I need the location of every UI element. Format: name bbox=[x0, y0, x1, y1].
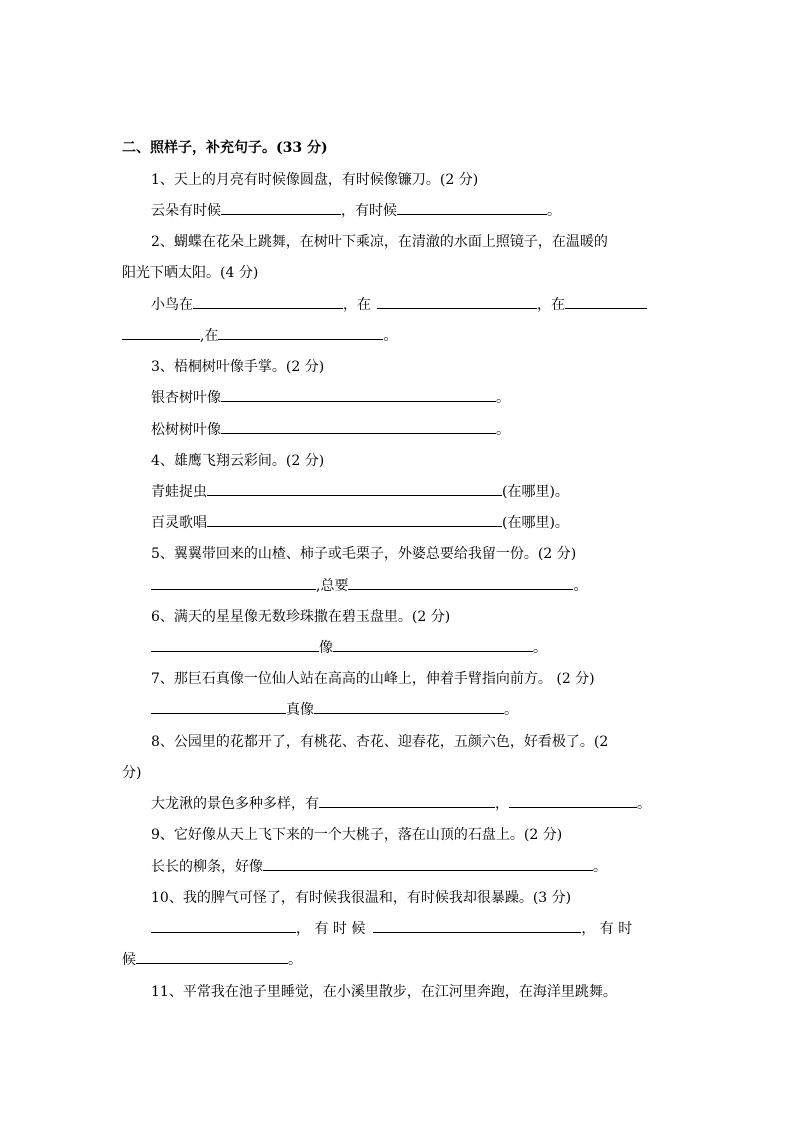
q8-a-pre: 大龙湫的景色多种多样，有 bbox=[151, 796, 319, 812]
section-title: 二、照样子，补充句子。(33 分) bbox=[122, 140, 328, 156]
q5-blank-1[interactable] bbox=[151, 575, 316, 590]
q8-prompt-1: 8、公园里的花都开了，有桃花、杏花、迎春花，五颜六色，好看极了。(2 bbox=[151, 734, 609, 750]
q8-blank-2[interactable] bbox=[509, 793, 637, 808]
q1-blank-2[interactable] bbox=[397, 200, 547, 215]
q1-answer-line bbox=[0, 199, 794, 223]
q10-a-mid1: ， 有 时 候 bbox=[296, 921, 366, 937]
q4-answer-line-2 bbox=[0, 511, 794, 535]
q9-a-end: 。 bbox=[593, 859, 607, 875]
q4-answer-line-1 bbox=[0, 480, 794, 504]
q10-answer-line-2 bbox=[0, 948, 794, 972]
q3-answer-line-2 bbox=[0, 418, 794, 442]
q11-prompt: 11、平常我在池子里睡觉，在小溪里散步，在江河里奔跑，在海洋里跳舞。 bbox=[151, 984, 617, 1000]
q2-answer-line-1 bbox=[0, 293, 794, 317]
q2-a-mid2: ，在 bbox=[537, 297, 565, 313]
q2-a2-end: 。 bbox=[383, 328, 398, 344]
q5-a-mid: ,总要 bbox=[316, 578, 349, 594]
q6-a-mid: 像 bbox=[319, 640, 333, 656]
q2-blank-4[interactable] bbox=[122, 325, 200, 340]
q8-answer-line bbox=[0, 792, 794, 816]
q2-blank-1[interactable] bbox=[193, 294, 343, 309]
q7-a-mid: 真像 bbox=[286, 702, 314, 718]
q2-prompt-2: 阳光下晒太阳。(4 分) bbox=[122, 265, 259, 281]
q9-blank-1[interactable] bbox=[263, 856, 593, 871]
q3-a2-pre: 松树树叶像 bbox=[151, 422, 221, 438]
q10-prompt: 10、我的脾气可怪了，有时候我很温和，有时候我却很暴躁。(3 分) bbox=[151, 890, 572, 906]
q8-blank-1[interactable] bbox=[319, 793, 495, 808]
q6-answer-line bbox=[0, 636, 794, 660]
q10-blank-2[interactable] bbox=[373, 918, 581, 933]
q3-a1-end: 。 bbox=[496, 390, 510, 406]
q2-blank-5[interactable] bbox=[218, 325, 383, 340]
q2-a2-mid: ,在 bbox=[200, 328, 219, 344]
q10-blank-3[interactable] bbox=[136, 949, 288, 964]
q6-blank-2[interactable] bbox=[333, 637, 533, 652]
q4-a2-end: (在哪里)。 bbox=[502, 515, 569, 531]
q5-prompt: 5、翼翼带回来的山楂、柿子或毛栗子，外婆总要给我留一份。(2 分) bbox=[151, 546, 577, 562]
q2-answer-line-2 bbox=[0, 324, 794, 348]
q2-blank-2[interactable] bbox=[377, 294, 537, 309]
q2-prompt-1: 2、蝴蝶在花朵上跳舞，在树叶下乘凉，在清澈的水面上照镜子，在温暖的 bbox=[151, 234, 608, 250]
q10-blank-1[interactable] bbox=[151, 918, 296, 933]
q8-a-end: 。 bbox=[637, 796, 651, 812]
q1-blank-1[interactable] bbox=[221, 200, 341, 215]
q2-blank-3[interactable] bbox=[565, 294, 647, 309]
q3-blank-1[interactable] bbox=[221, 387, 496, 402]
q7-blank-1[interactable] bbox=[151, 699, 286, 714]
q4-blank-2[interactable] bbox=[207, 512, 502, 527]
q3-a1-pre: 银杏树叶像 bbox=[151, 390, 221, 406]
q5-a-end: 。 bbox=[573, 578, 588, 594]
q10-answer-line-1 bbox=[0, 917, 794, 941]
q5-blank-2[interactable] bbox=[348, 575, 573, 590]
q6-prompt: 6、满天的星星像无数珍珠撒在碧玉盘里。(2 分) bbox=[151, 609, 451, 625]
q5-answer-line bbox=[0, 574, 794, 598]
q2-a-mid1: ，在 bbox=[343, 297, 371, 313]
q3-prompt: 3、梧桐树叶像手掌。(2 分) bbox=[151, 359, 325, 375]
q1-a-end: 。 bbox=[547, 203, 561, 219]
q4-a1-end: (在哪里)。 bbox=[502, 484, 569, 500]
q10-a2-end: 。 bbox=[288, 952, 302, 968]
q3-a2-end: 。 bbox=[496, 422, 510, 438]
q10-a2-pre: 候 bbox=[122, 952, 136, 968]
q7-prompt: 7、那巨石真像一位仙人站在高高的山峰上，伸着手臂指向前方。 (2 分) bbox=[151, 671, 595, 687]
q3-answer-line-1 bbox=[0, 386, 794, 410]
q1-a-mid: ，有时候 bbox=[341, 203, 397, 219]
q6-blank-1[interactable] bbox=[151, 637, 319, 652]
q10-a-mid2: ， 有 时 bbox=[581, 921, 633, 937]
q8-prompt-2: 分) bbox=[122, 765, 142, 781]
q7-answer-line bbox=[0, 698, 794, 722]
q9-prompt: 9、它好像从天上飞下来的一个大桃子，落在山顶的石盘上。(2 分) bbox=[151, 827, 563, 843]
q7-blank-2[interactable] bbox=[314, 699, 504, 714]
q4-blank-1[interactable] bbox=[207, 481, 502, 496]
q3-blank-2[interactable] bbox=[221, 419, 496, 434]
q6-a-end: 。 bbox=[533, 640, 547, 656]
q7-a-end: 。 bbox=[504, 702, 518, 718]
q9-a-pre: 长长的柳条，好像 bbox=[151, 859, 263, 875]
q4-a1-pre: 青蛙捉虫 bbox=[151, 484, 207, 500]
q1-a-pre: 云朵有时候 bbox=[151, 203, 221, 219]
q4-a2-pre: 百灵歌唱 bbox=[151, 515, 207, 531]
q2-a-pre: 小鸟在 bbox=[151, 297, 193, 313]
q4-prompt: 4、雄鹰飞翔云彩间。(2 分) bbox=[151, 453, 325, 469]
q8-a-mid: ， bbox=[495, 796, 509, 812]
q1-prompt: 1、天上的月亮有时候像圆盘，有时候像镰刀。(2 分) bbox=[151, 172, 479, 188]
q9-answer-line bbox=[0, 855, 794, 879]
